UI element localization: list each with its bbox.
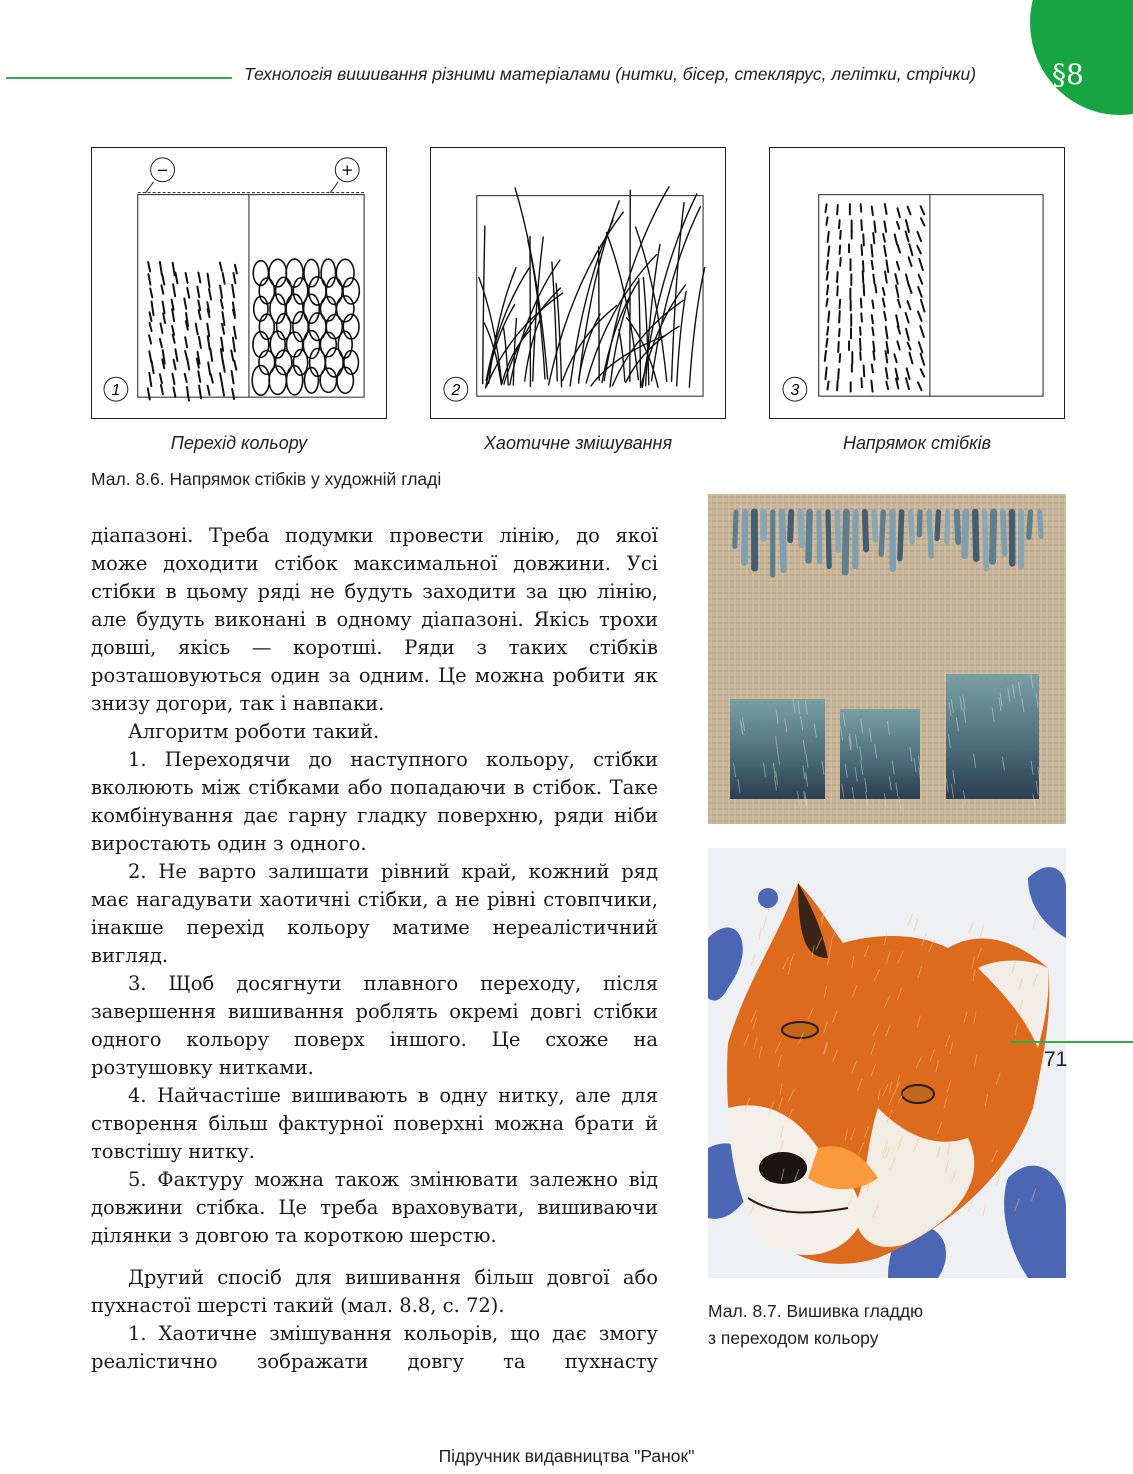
- diagram-1-drawing: [92, 148, 386, 418]
- figure-caption: Мал. 8.6. Напрямок стібків у художній гладі: [91, 469, 442, 489]
- section-number: §8: [1052, 58, 1084, 91]
- page-number-rule: [1010, 1041, 1133, 1043]
- paragraph: 5. Фактуру можна також змінювати залежно від довжини стібка. Це треба враховувати, вишиваючи ділянки з довгою та короткою шерстю.: [91, 1168, 658, 1247]
- paragraph: Алгоритм роботи такий.: [128, 720, 380, 743]
- body-text: [91, 522, 658, 1376]
- diagram-stitch-direction: [769, 147, 1065, 419]
- diagram-color-transition: [91, 147, 387, 419]
- publisher-footer: Підручник видавництва "Ранок": [438, 1446, 695, 1466]
- running-header: Технологія вишивання різними матеріалами (нитки, бісер, стеклярус, лелітки, стрічки): [244, 64, 977, 84]
- paragraph: 2. Не варто залишати рівний край, кожний ряд має нагадувати хаотичні стібки, а не рівні стовпчики, інакше перехід кольору матиме нереалістичний вигляд.: [91, 860, 658, 967]
- photo-caption: [708, 1298, 1008, 1352]
- diagram-chaotic-mixing: [430, 147, 726, 419]
- embroidery-swatch-photo: [708, 494, 1066, 824]
- panel-number: 3: [790, 382, 800, 400]
- diagram-caption: Напрямок стібків: [843, 433, 991, 453]
- photo-caption-line: з переходом кольору: [708, 1328, 879, 1348]
- plus-sign: +: [340, 160, 354, 179]
- page-number: 71: [1044, 1048, 1068, 1071]
- panel-number: 2: [451, 382, 461, 400]
- diagram-2-drawing: [431, 148, 725, 418]
- photo-caption-line: Мал. 8.7. Вишивка гладдю: [708, 1301, 924, 1321]
- paragraph: 1. Переходячи до наступного кольору, стібки вколюють між стібками або попадаючи в стібок. Таке комбінування дає гарну гладку поверхню, ряди ніби виростають один з одного.: [91, 748, 658, 855]
- panel-number: 1: [111, 382, 121, 400]
- diagram-3-drawing: [770, 148, 1064, 418]
- paragraph: 3. Щоб досягнути плавного переходу, після завершення вишивання роблять окремі довгі стібки одного кольору поверх іншого. Це схоже на розтушовку нитками.: [91, 972, 658, 1079]
- diagram-caption: Хаотичне змішування: [483, 433, 673, 453]
- paragraph: 4. Найчастіше вишивають в одну нитку, але для створення більш фактурної поверхні можна брати й товстішу нитку.: [91, 1084, 658, 1163]
- paragraph: діапазоні. Треба подумки провести лінію, до якої може доходити стібок максимальної довжини. Усі стібки в цьому ряді не будуть заходити за цю лінію, але будуть виконані в одному діапазоні. Якісь трохи довші, якісь — коротші. Ряди з таких стібків розташовуються один за одним. Це можна робити як знизу догори, так і навпаки.: [91, 524, 658, 715]
- diagram-caption: Перехід кольору: [170, 433, 308, 453]
- paragraph: 1. Хаотичне змішування кольорів, що дає змогу реалістично зображати довгу та пухнасту: [91, 1322, 658, 1373]
- paragraph: Другий спосіб для вишивання більш довгої або пухнастої шерсті такий (мал. 8.8, с. 72).: [91, 1266, 658, 1317]
- minus-sign: −: [156, 160, 169, 179]
- header-rule: [6, 77, 232, 79]
- embroidered-fox-photo: [708, 848, 1066, 1278]
